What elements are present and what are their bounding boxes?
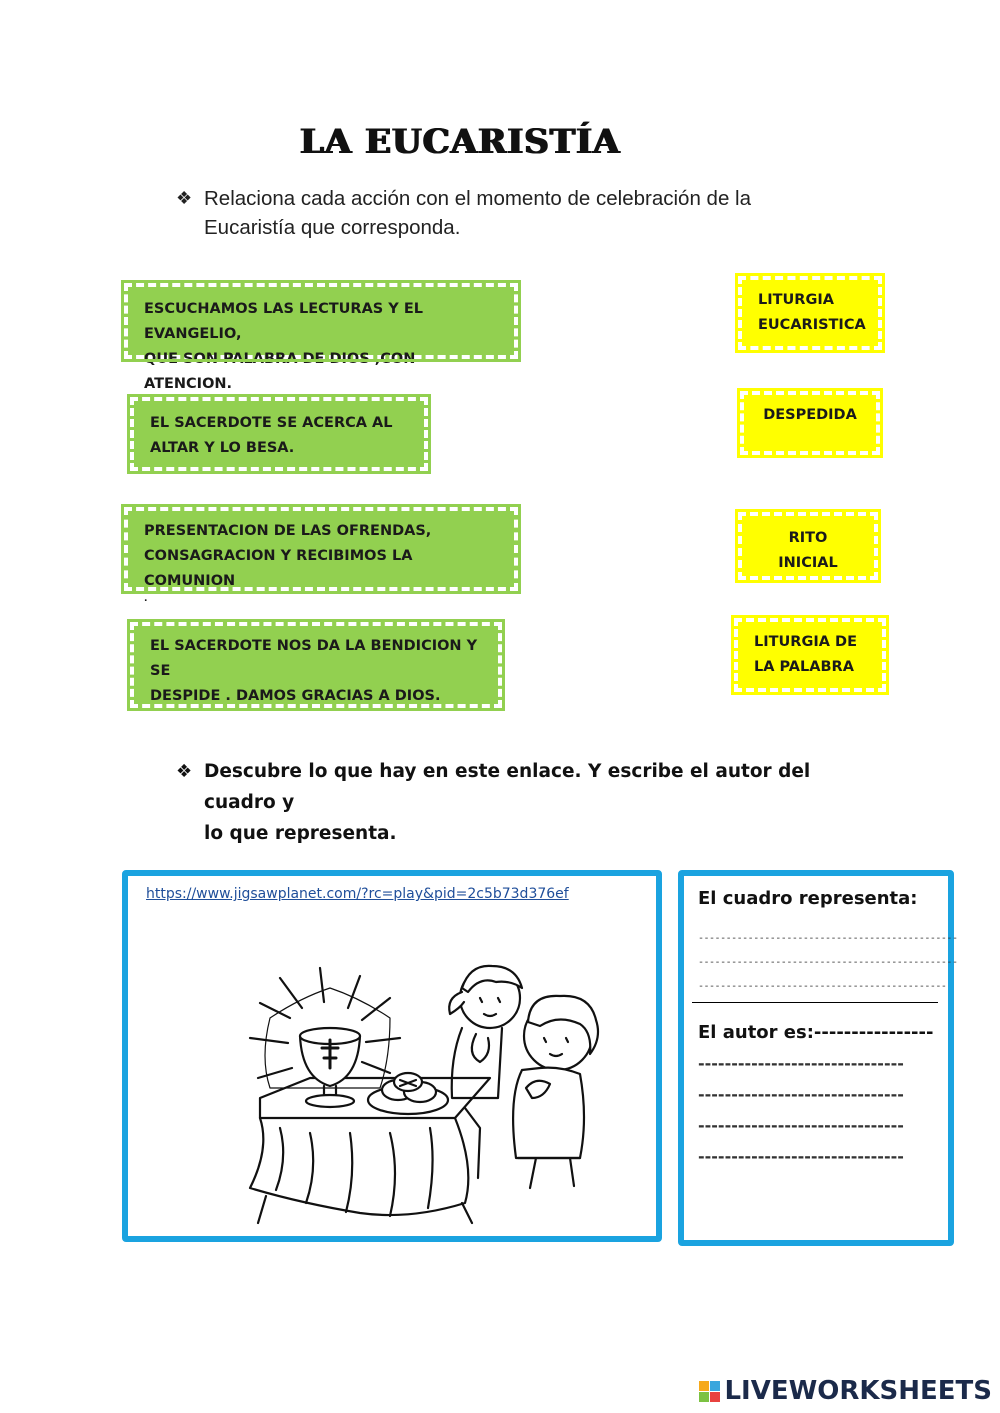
eucharist-illustration <box>240 958 620 1228</box>
author-answer-line[interactable]: ------------------------------- <box>698 1054 904 1073</box>
moment-card-despedida[interactable] <box>740 391 880 455</box>
card-line: PRESENTACION DE LAS OFRENDAS, <box>144 523 432 539</box>
bread-plate-icon <box>368 1073 448 1114</box>
card-line: ESCUCHAMOS LAS LECTURAS Y EL EVANGELIO, <box>144 301 423 342</box>
instruction-line: Descubre lo que hay en este enlace. Y escribe el autor del cuadro y <box>204 761 811 813</box>
brand-name: LIVEWORKSHEETS <box>724 1376 992 1406</box>
liveworksheets-brand <box>699 1376 992 1406</box>
represents-answer-line[interactable]: ----------------------------------------------- <box>698 957 958 968</box>
represents-label: El cuadro representa: <box>698 888 918 909</box>
instruction-1 <box>176 184 866 242</box>
action-card-1[interactable] <box>124 283 518 392</box>
card-line: EL SACERDOTE NOS DA LA BENDICION Y SE <box>150 638 478 679</box>
author-label[interactable]: El autor es:---------------- <box>698 1022 934 1043</box>
card-line: EUCARISTICA <box>758 317 866 333</box>
moment-card-liturgia-palabra[interactable] <box>734 618 886 692</box>
instruction-line: lo que representa. <box>204 823 397 844</box>
author-answer-line[interactable]: ------------------------------- <box>698 1116 904 1135</box>
action-card-3[interactable] <box>124 507 518 604</box>
card-line: QUE SON PALABRA DE DIOS ,CON ATENCION. <box>144 351 416 392</box>
card-line: . <box>144 594 148 604</box>
card-line: DESPEDIDA <box>763 407 857 423</box>
action-card-2[interactable] <box>130 397 428 471</box>
card-line: LITURGIA DE <box>754 634 857 650</box>
page-title: LA EUCARISTÍA <box>300 122 621 162</box>
divider <box>692 1002 938 1003</box>
card-line: EL SACERDOTE SE ACERCA AL <box>150 415 393 431</box>
instruction-2 <box>176 756 866 849</box>
author-answer-line[interactable]: ------------------------------- <box>698 1147 904 1166</box>
instruction-line: Relaciona cada acción con el momento de celebración de la <box>204 187 752 210</box>
boy-figure-icon <box>513 996 598 1188</box>
card-line: CONSAGRACION Y RECIBIMOS LA COMUNION <box>144 548 413 589</box>
moment-card-liturgia-eucaristica[interactable] <box>738 276 882 350</box>
card-line: LITURGIA <box>758 292 834 308</box>
jigsaw-link[interactable]: https://www.jigsawplanet.com/?rc=play&pid=2c5b73d376ef <box>146 886 569 902</box>
liveworksheets-logo-icon <box>699 1381 720 1402</box>
card-line: DESPIDE . DAMOS GRACIAS A DIOS. <box>150 688 441 704</box>
card-line: ALTAR Y LO BESA. <box>150 440 295 456</box>
chalice-icon <box>300 1028 360 1107</box>
represents-answer-line[interactable]: ----------------------------------------------- <box>698 933 958 944</box>
bullet-icon: ❖ <box>176 188 193 208</box>
moment-card-rito-inicial[interactable] <box>738 512 878 580</box>
bullet-icon: ❖ <box>176 761 193 782</box>
card-line: RITO INICIAL <box>778 530 838 571</box>
card-line: LA PALABRA <box>754 659 854 675</box>
represents-answer-line[interactable]: --------------------------------------------- <box>698 981 947 992</box>
action-card-4[interactable] <box>130 622 502 708</box>
instruction-line: Eucaristía que corresponda. <box>204 216 461 239</box>
author-answer-line[interactable]: ------------------------------- <box>698 1085 904 1104</box>
